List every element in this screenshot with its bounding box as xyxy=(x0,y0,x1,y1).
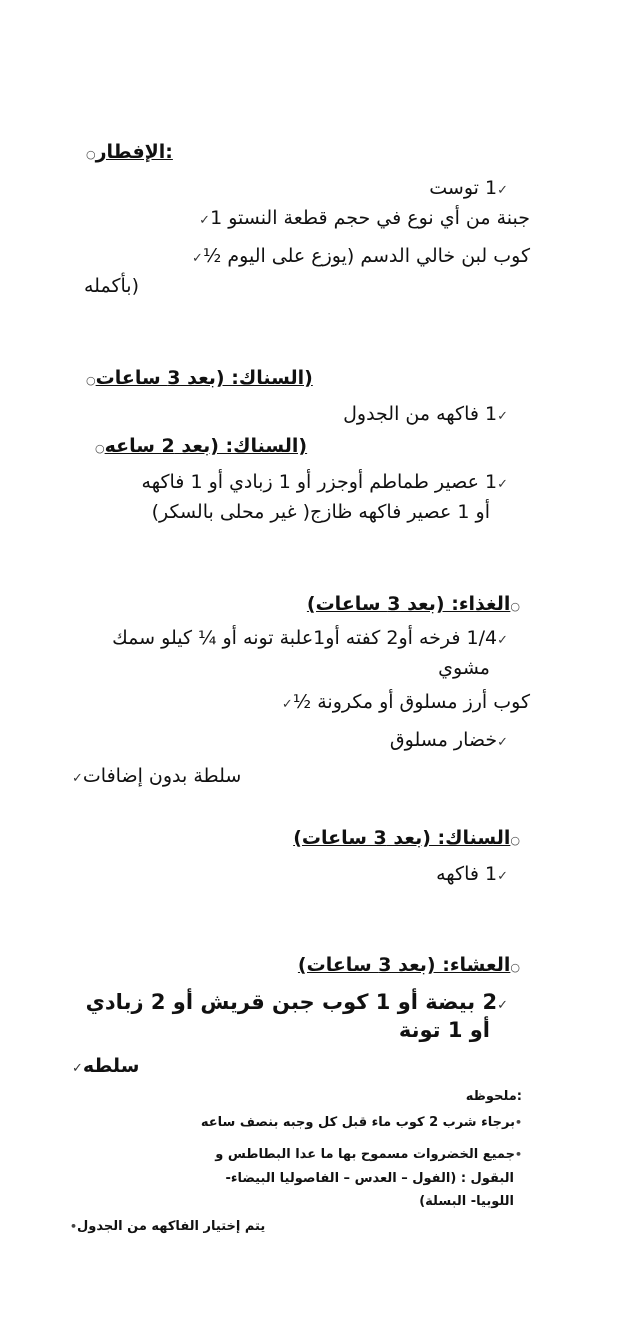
list-item: ✓1 فاكهه من الجدول xyxy=(343,403,508,425)
breakfast-section xyxy=(86,140,173,166)
check-icon: ✓ xyxy=(497,409,508,424)
note-item: •برجاء شرب 2 كوب ماء قبل كل وجبه بنصف ساعه xyxy=(200,1115,522,1130)
check-icon: ✓ xyxy=(497,477,508,492)
list-item: كوب لبن خالي الدسم (يوزع على اليوم ½✓ xyxy=(192,245,530,267)
circle-bullet-icon: ○ xyxy=(95,442,105,455)
note-item-continued: اللوبيا- البسلة) xyxy=(419,1194,514,1209)
lunch-section xyxy=(307,592,520,618)
circle-bullet-icon: ○ xyxy=(86,374,96,387)
list-item: جبنة من أي نوع في حجم قطعة النستو 1✓ xyxy=(199,207,530,229)
check-icon: ✓ xyxy=(497,998,508,1013)
list-item: ✓خضار مسلوق xyxy=(389,729,508,751)
list-item: ✓1 عصير طماطم أوجزر أو 1 زبادي أو 1 فاكهه xyxy=(141,471,508,493)
check-icon: ✓ xyxy=(281,697,293,712)
list-item: ✓2 بيضة أو 1 كوب جبن قريش أو 2 زبادي xyxy=(85,990,508,1014)
bullet-dot-icon: • xyxy=(514,1116,522,1129)
check-icon: ✓ xyxy=(497,633,508,648)
snack3-section xyxy=(293,826,520,852)
lunch-title: الغذاء: (بعد 3 ساعات) xyxy=(306,593,511,615)
check-icon: ✓ xyxy=(72,1061,83,1076)
snack1-section xyxy=(86,366,313,392)
check-icon: ✓ xyxy=(199,213,211,228)
circle-bullet-icon: ○ xyxy=(510,961,520,974)
snack2-section xyxy=(95,434,307,460)
check-icon: ✓ xyxy=(497,183,508,198)
list-item-continued: أو 1 عصير فاكهه ظازج( غير محلى بالسكر) xyxy=(151,501,490,523)
breakfast-title: :الإفطار xyxy=(95,141,173,163)
list-item: سلطة بدون إضافات✓ xyxy=(72,765,242,787)
list-item: سلطه✓ xyxy=(72,1055,140,1077)
bullet-dot-icon: • xyxy=(514,1148,522,1161)
dinner-title: العشاء: (بعد 3 ساعات) xyxy=(297,954,511,976)
snack3-title: السناك: (بعد 3 ساعات) xyxy=(293,827,511,849)
notes-title: :ملحوظه xyxy=(465,1089,522,1104)
snack1-title: (السناك: (بعد 3 ساعات xyxy=(95,367,313,389)
note-item-continued: البقول : (الفول – العدس – الفاصوليا البيضاء- xyxy=(225,1171,514,1186)
list-item: كوب أرز مسلوق أو مكرونة ½✓ xyxy=(281,691,530,713)
list-item: ✓1 فاكهه xyxy=(436,863,508,885)
note-item: يتم إختيار الفاكهه من الجدول• xyxy=(70,1219,266,1234)
note-item: •جميع الخضروات مسموح بها ما عدا البطاطس و xyxy=(215,1147,522,1162)
list-item-continued: (بأكمله xyxy=(84,275,139,297)
circle-bullet-icon: ○ xyxy=(510,834,520,847)
dinner-section xyxy=(298,953,520,979)
snack2-title: (السناك: (بعد 2 ساعه xyxy=(104,435,308,457)
check-icon: ✓ xyxy=(192,251,203,266)
check-icon: ✓ xyxy=(497,735,508,750)
check-icon: ✓ xyxy=(72,771,83,786)
circle-bullet-icon: ○ xyxy=(510,600,520,613)
bullet-dot-icon: • xyxy=(70,1220,78,1233)
list-item-continued: مشوي xyxy=(438,657,490,679)
check-icon: ✓ xyxy=(497,869,508,884)
list-item-continued: أو 1 تونة xyxy=(398,1018,490,1042)
list-item: ✓1 توست xyxy=(429,177,508,199)
list-item: ✓1/4 فرخه أو2 كفته أو1علبة تونه أو ¼ كيلو سمك xyxy=(112,627,508,649)
circle-bullet-icon: ○ xyxy=(86,148,96,161)
